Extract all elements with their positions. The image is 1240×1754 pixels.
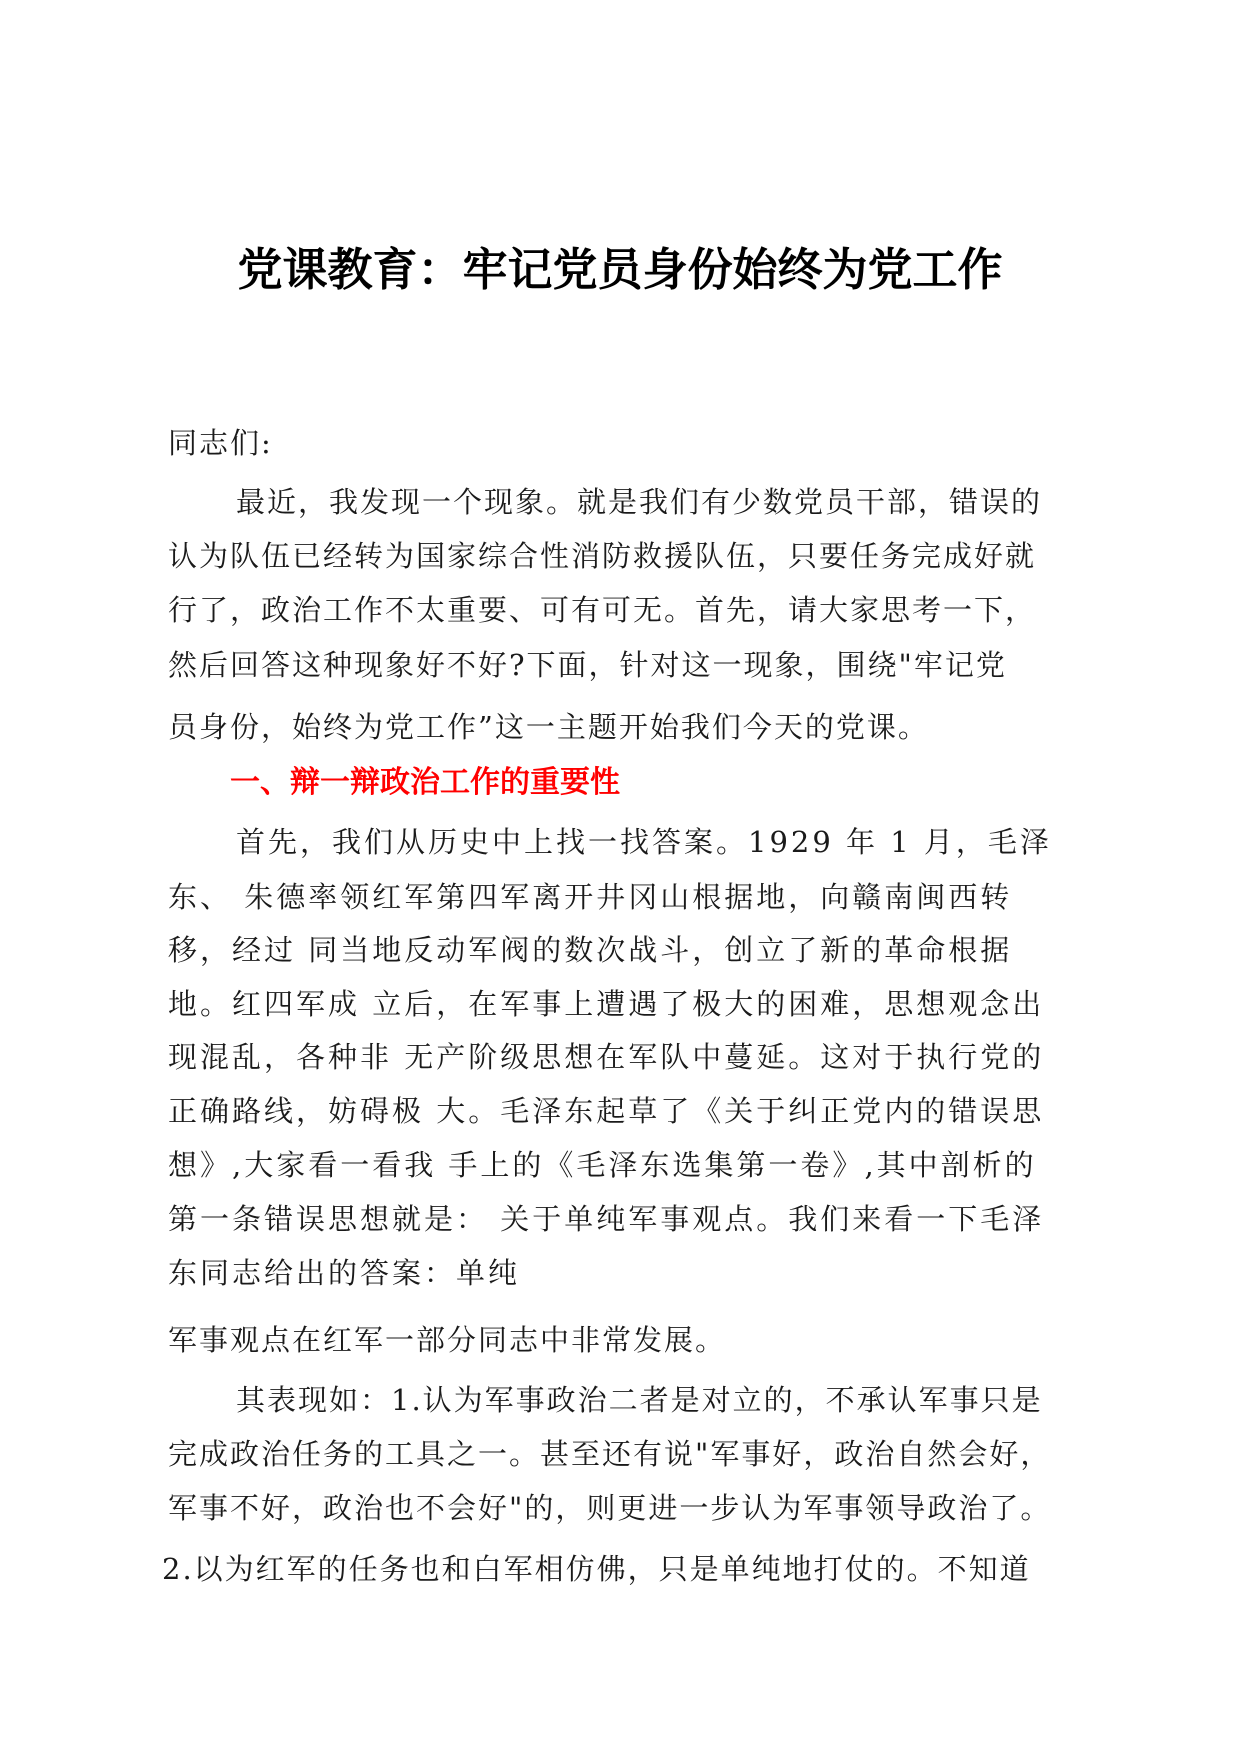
- section1-line-2: 东、 朱德率领红军第四军离开井冈山根据地，向赣南闽西转: [168, 880, 1013, 914]
- section1-line-8: 第一条错误思想就是： 关于单纯军事观点。我们来看一下毛泽: [168, 1202, 1045, 1236]
- standalone-line: 军事观点在红军一部分同志中非常发展。: [168, 1323, 727, 1357]
- section1-line-5: 现混乱，各种非 无产阶级思想在军队中蔓延。这对于执行党的: [168, 1040, 1045, 1074]
- last-line: 2.以为红军的任务也和白军相仿佛，只是单纯地打仗的。不知道: [162, 1552, 1031, 1586]
- section1-line-9: 东同志给出的答案：单纯: [168, 1256, 521, 1290]
- expression-line-3: 军事不好，政治也不会好"的，则更进一步认为军事领导政治了。: [168, 1491, 1052, 1525]
- intro-line-4: 然后回答这种现象好不好?下面，针对这一现象，围绕"牢记党: [168, 648, 1007, 682]
- section1-line-7: 想》,大家看一看我 手上的《毛泽东选集第一卷》,其中剖析的: [168, 1148, 1037, 1182]
- section1-line-1: 首先，我们从历史中上找一找答案。1929 年 1 月，毛泽: [236, 825, 1052, 859]
- intro-line-2: 认为队伍已经转为国家综合性消防救援队伍，只要任务完成好就: [168, 539, 1037, 573]
- expression-line-1: 其表现如：1.认为军事政治二者是对立的，不承认军事只是: [236, 1383, 1043, 1417]
- document-title: 党课教育：牢记党员身份始终为党工作: [237, 243, 1003, 296]
- section1-line-3: 移，经过 同当地反动军阀的数次战斗，创立了新的革命根据: [168, 933, 1013, 967]
- salutation: 同志们:: [168, 426, 273, 460]
- section1-line-6: 正确路线，妨碍极 大。毛泽东起草了《关于纠正党内的错误思: [168, 1094, 1045, 1128]
- intro-line-5: 员身份，始终为党工作”这一主题开始我们今天的党课。: [168, 710, 929, 744]
- expression-line-2: 完成政治任务的工具之一。甚至还有说"军事好，政治自然会好，: [168, 1437, 1052, 1471]
- section-heading-1: 一、辩一辩政治工作的重要性: [230, 765, 620, 800]
- intro-line-1: 最近，我发现一个现象。就是我们有少数党员干部，错误的: [236, 485, 1043, 519]
- section1-line-4: 地。红四军成 立后，在军事上遭遇了极大的困难，思想观念出: [168, 987, 1045, 1021]
- intro-line-3: 行了，政治工作不太重要、可有可无。首先，请大家思考一下，: [168, 593, 1037, 627]
